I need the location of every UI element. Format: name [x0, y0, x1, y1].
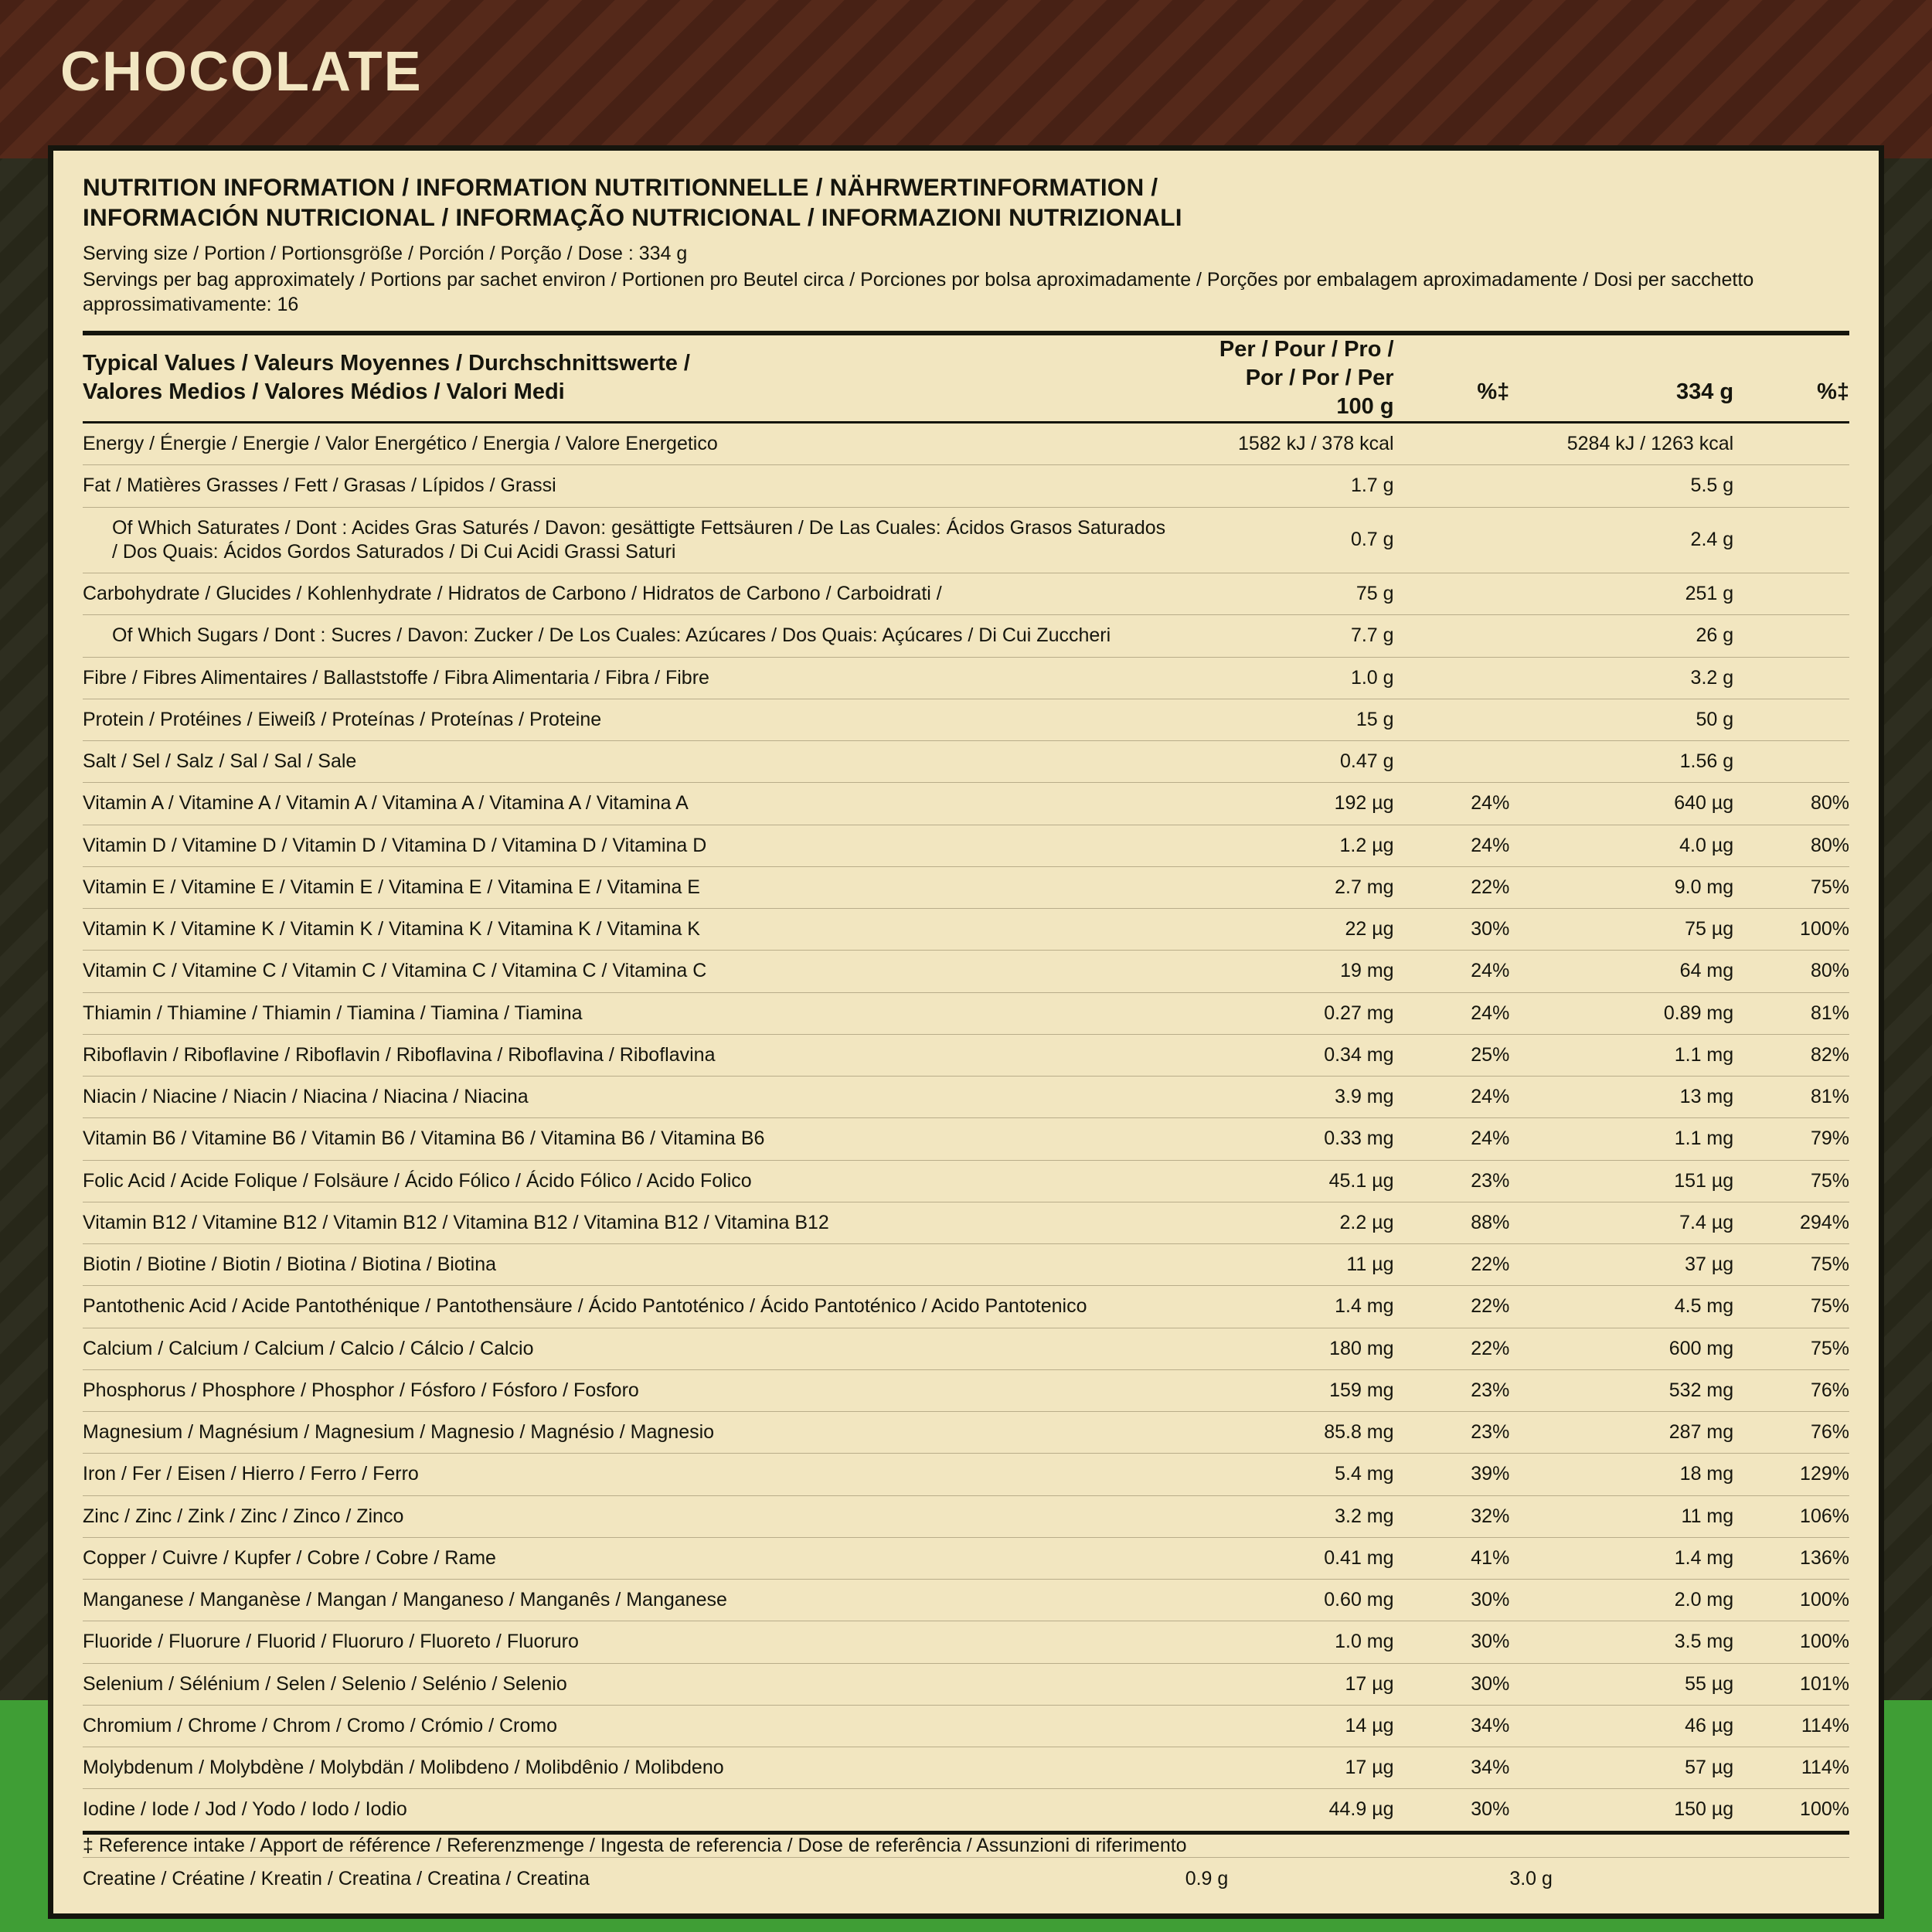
nutrient-value-100g: 45.1 µg [1185, 1160, 1394, 1202]
table-row [83, 909, 1849, 951]
nutrient-value-334g: 55 µg [1509, 1663, 1733, 1705]
reference-intake-footnote: ‡ Reference intake / Apport de référence / Referenzmenge / Ingesta de referencia / Dose de referência / Assunzioni di riferimento [83, 1832, 1849, 1857]
nutrient-pct-100g [1394, 615, 1510, 657]
nutrient-pct-100g: 34% [1394, 1705, 1510, 1747]
nutrient-value-334g: 3.2 g [1509, 657, 1733, 699]
nutrient-pct-334g [1733, 615, 1849, 657]
nutrient-name: Vitamin E / Vitamine E / Vitamin E / Vitamina E / Vitamina E / Vitamina E [83, 866, 1185, 908]
nutrient-pct-100g [1394, 699, 1510, 740]
nutrient-value-334g: 0.89 mg [1509, 992, 1733, 1034]
table-row [83, 1705, 1849, 1747]
header-typical-values-line-1: Typical Values / Valeurs Moyennes / Durchschnittswerte / [83, 351, 690, 376]
nutrient-pct-100g [1394, 741, 1510, 783]
nutrient-value-334g: 1.4 mg [1509, 1537, 1733, 1579]
nutrient-name: Vitamin B6 / Vitamine B6 / Vitamin B6 / Vitamina B6 / Vitamina B6 / Vitamina B6 [83, 1118, 1185, 1160]
nutrient-name: Selenium / Sélénium / Selen / Selenio / Selénio / Selenio [83, 1663, 1185, 1705]
nutrient-name: Carbohydrate / Glucides / Kohlenhydrate / Hidratos de Carbono / Hidratos de Carbono / Carboidrati / [83, 573, 1185, 615]
nutrient-value-100g: 44.9 µg [1185, 1789, 1394, 1832]
nutrient-name: Vitamin C / Vitamine C / Vitamin C / Vitamina C / Vitamina C / Vitamina C [83, 951, 1185, 992]
nutrient-name: Chromium / Chrome / Chrom / Cromo / Crómio / Cromo [83, 1705, 1185, 1747]
table-row [83, 951, 1849, 992]
table-row [83, 507, 1849, 573]
nutrient-value-100g: 1.0 mg [1185, 1621, 1394, 1663]
nutrient-name: Vitamin B12 / Vitamine B12 / Vitamin B12 / Vitamina B12 / Vitamina B12 / Vitamina B12 [83, 1202, 1185, 1243]
nutrient-pct-334g: 76% [1733, 1412, 1849, 1454]
nutrient-value-100g: 19 mg [1185, 951, 1394, 992]
nutrient-value-334g: 13 mg [1509, 1077, 1733, 1118]
nutrient-name: Iron / Fer / Eisen / Hierro / Ferro / Ferro [83, 1454, 1185, 1495]
nutrient-pct-334g: 114% [1733, 1705, 1849, 1747]
nutrient-pct-100g [1394, 573, 1510, 615]
nutrient-pct-100g: 30% [1394, 1621, 1510, 1663]
nutrient-pct-100g: 30% [1394, 1789, 1510, 1832]
nutrient-value-334g: 57 µg [1509, 1747, 1733, 1789]
nutrient-value-100g: 17 µg [1185, 1663, 1394, 1705]
nutrient-value-334g: 251 g [1509, 573, 1733, 615]
nutrient-pct-100g: 22% [1394, 1244, 1510, 1286]
nutrient-pct-100g [1394, 657, 1510, 699]
header-pct-334g-line-2: %‡ [1817, 379, 1849, 405]
nutrient-value-100g: 3.9 mg [1185, 1077, 1394, 1118]
header-pct-100g [1394, 333, 1510, 423]
table-row [83, 699, 1849, 740]
nutrient-name: Zinc / Zinc / Zink / Zinc / Zinco / Zinco [83, 1495, 1185, 1537]
nutrient-pct-334g: 81% [1733, 992, 1849, 1034]
nutrient-name: Magnesium / Magnésium / Magnesium / Magnesio / Magnésio / Magnesio [83, 1412, 1185, 1454]
header-per-334g-line-2: 334 g [1675, 379, 1734, 405]
table-row [83, 1244, 1849, 1286]
nutrition-panel [48, 145, 1884, 1919]
nutrient-name: Energy / Énergie / Energie / Valor Energético / Energia / Valore Energetico [83, 423, 1185, 465]
nutrient-value-334g: 150 µg [1509, 1789, 1733, 1832]
table-row [83, 783, 1849, 825]
table-row [83, 1202, 1849, 1243]
creatine-pct-100g [1394, 1857, 1510, 1893]
nutrient-value-100g: 5.4 mg [1185, 1454, 1394, 1495]
nutrient-pct-334g [1733, 573, 1849, 615]
table-body [83, 423, 1849, 1893]
nutrient-value-100g: 0.7 g [1185, 507, 1394, 573]
nutrient-value-100g: 3.2 mg [1185, 1495, 1394, 1537]
nutrient-value-334g: 640 µg [1509, 783, 1733, 825]
nutrient-value-334g: 18 mg [1509, 1454, 1733, 1495]
header-per-100g-line-1: Per / Pour / Pro / Por / Por / Per [1219, 336, 1394, 390]
servings-per-bag-text: Servings per bag approximately / Portions par sachet environ / Portionen pro Beutel circa / Porciones por bolsa aproximadamente / Porções por embalagem aproximadamente / Dosi per sacchetto approssimativamente: 16 [83, 268, 1754, 315]
nutrient-pct-334g: 114% [1733, 1747, 1849, 1789]
nutrient-value-334g: 46 µg [1509, 1705, 1733, 1747]
nutrient-pct-334g: 294% [1733, 1202, 1849, 1243]
nutrient-name: Calcium / Calcium / Calcium / Calcio / Cálcio / Calcio [83, 1328, 1185, 1369]
table-row [83, 1454, 1849, 1495]
flavour-title: CHOCOLATE [60, 41, 423, 103]
table-row [83, 1663, 1849, 1705]
nutrient-pct-100g: 23% [1394, 1160, 1510, 1202]
nutrient-value-100g: 7.7 g [1185, 615, 1394, 657]
creatine-pct-334g [1733, 1857, 1849, 1893]
nutrient-pct-334g: 100% [1733, 1580, 1849, 1621]
table-row [83, 1412, 1849, 1454]
table-row [83, 825, 1849, 866]
nutrient-value-100g: 0.41 mg [1185, 1537, 1394, 1579]
header-per-334g [1509, 333, 1733, 423]
nutrient-value-334g: 64 mg [1509, 951, 1733, 992]
nutrient-pct-100g: 25% [1394, 1034, 1510, 1076]
nutrient-value-100g: 14 µg [1185, 1705, 1394, 1747]
table-row [83, 1495, 1849, 1537]
nutrient-value-334g: 5284 kJ / 1263 kcal [1509, 423, 1733, 465]
nutrient-pct-100g [1394, 465, 1510, 507]
nutrient-name: Vitamin K / Vitamine K / Vitamin K / Vitamina K / Vitamina K / Vitamina K [83, 909, 1185, 951]
nutrient-pct-334g [1733, 741, 1849, 783]
nutrient-name: Pantothenic Acid / Acide Pantothénique / Pantothensäure / Ácido Pantoténico / Ácido Pantoténico / Acido Pantotenico [83, 1286, 1185, 1328]
nutrient-pct-100g: 30% [1394, 1663, 1510, 1705]
nutrient-value-334g: 26 g [1509, 615, 1733, 657]
nutrient-value-100g: 180 mg [1185, 1328, 1394, 1369]
creatine-value-334g: 3.0 g [1509, 1867, 1553, 1889]
nutrient-name: Protein / Protéines / Eiweiß / Proteínas / Proteínas / Proteine [83, 699, 1185, 740]
creatine-name: Creatine / Créatine / Kreatin / Creatina / Creatina / Creatina [83, 1867, 590, 1889]
nutrient-pct-334g: 80% [1733, 951, 1849, 992]
nutrient-pct-334g [1733, 423, 1849, 465]
nutrient-value-100g: 2.7 mg [1185, 866, 1394, 908]
nutrient-pct-334g: 100% [1733, 1621, 1849, 1663]
creatine-value-100g: 0.9 g [1185, 1867, 1229, 1889]
nutrient-value-100g: 1.2 µg [1185, 825, 1394, 866]
nutrient-pct-100g: 24% [1394, 783, 1510, 825]
nutrient-name: Fluoride / Fluorure / Fluorid / Fluoruro / Fluoreto / Fluoruro [83, 1621, 1185, 1663]
panel-heading [83, 172, 1849, 233]
nutrient-value-334g: 50 g [1509, 699, 1733, 740]
nutrient-pct-334g: 75% [1733, 1244, 1849, 1286]
table-header-row [83, 333, 1849, 423]
nutrient-value-100g: 192 µg [1185, 783, 1394, 825]
nutrient-pct-334g: 76% [1733, 1369, 1849, 1411]
nutrient-name: Salt / Sel / Salz / Sal / Sal / Sale [83, 741, 1185, 783]
header-typical-values-line-2: Valores Medios / Valores Médios / Valori Medi [83, 379, 565, 405]
nutrient-value-100g: 1.4 mg [1185, 1286, 1394, 1328]
nutrient-pct-100g: 24% [1394, 1077, 1510, 1118]
nutrient-name: Niacin / Niacine / Niacin / Niacina / Niacina / Niacina [83, 1077, 1185, 1118]
nutrient-value-100g: 75 g [1185, 573, 1394, 615]
nutrient-pct-334g [1733, 465, 1849, 507]
header-per-100g [1185, 333, 1394, 423]
nutrient-pct-100g: 23% [1394, 1369, 1510, 1411]
table-row [83, 1789, 1849, 1832]
nutrient-value-100g: 0.34 mg [1185, 1034, 1394, 1076]
nutrient-pct-100g: 41% [1394, 1537, 1510, 1579]
nutrient-value-334g: 2.4 g [1509, 507, 1733, 573]
table-row [83, 992, 1849, 1034]
nutrient-value-334g: 1.1 mg [1509, 1118, 1733, 1160]
nutrient-pct-100g: 24% [1394, 1118, 1510, 1160]
nutrient-pct-100g: 30% [1394, 1580, 1510, 1621]
nutrient-value-100g: 11 µg [1185, 1244, 1394, 1286]
nutrient-pct-334g [1733, 699, 1849, 740]
nutrient-value-100g: 0.47 g [1185, 741, 1394, 783]
table-row [83, 465, 1849, 507]
nutrient-value-334g: 7.4 µg [1509, 1202, 1733, 1243]
nutrient-name: Manganese / Manganèse / Mangan / Manganeso / Manganês / Manganese [83, 1580, 1185, 1621]
nutrient-pct-334g [1733, 657, 1849, 699]
table-row [83, 1077, 1849, 1118]
table-row [83, 423, 1849, 465]
header-typical-values [83, 333, 1185, 423]
nutrient-value-334g: 151 µg [1509, 1160, 1733, 1202]
nutrient-value-334g: 4.0 µg [1509, 825, 1733, 866]
nutrient-pct-334g: 100% [1733, 909, 1849, 951]
nutrient-value-334g: 11 mg [1509, 1495, 1733, 1537]
nutrient-value-100g: 0.33 mg [1185, 1118, 1394, 1160]
nutrient-name: Folic Acid / Acide Folique / Folsäure / Ácido Fólico / Ácido Fólico / Acido Folico [83, 1160, 1185, 1202]
nutrient-pct-334g: 75% [1733, 1328, 1849, 1369]
nutrient-pct-334g: 136% [1733, 1537, 1849, 1579]
creatine-row [83, 1857, 1849, 1893]
header-per-100g-line-2: 100 g [1336, 393, 1394, 419]
nutrient-value-334g: 4.5 mg [1509, 1286, 1733, 1328]
nutrient-pct-334g: 75% [1733, 1286, 1849, 1328]
nutrient-value-334g: 37 µg [1509, 1244, 1733, 1286]
nutrient-value-100g: 2.2 µg [1185, 1202, 1394, 1243]
nutrient-value-100g: 85.8 mg [1185, 1412, 1394, 1454]
nutrient-value-100g: 159 mg [1185, 1369, 1394, 1411]
nutrient-pct-334g: 81% [1733, 1077, 1849, 1118]
nutrient-pct-334g: 101% [1733, 1663, 1849, 1705]
nutrient-pct-100g: 22% [1394, 866, 1510, 908]
nutrient-pct-334g [1733, 507, 1849, 573]
nutrient-name: Iodine / Iode / Jod / Yodo / Iodo / Iodio [83, 1789, 1185, 1832]
table-row [83, 1580, 1849, 1621]
nutrient-value-100g: 0.60 mg [1185, 1580, 1394, 1621]
nutrient-pct-334g: 75% [1733, 1160, 1849, 1202]
nutrient-pct-100g: 23% [1394, 1412, 1510, 1454]
nutrient-value-100g: 1.7 g [1185, 465, 1394, 507]
nutrient-value-100g: 1.0 g [1185, 657, 1394, 699]
table-row [83, 1286, 1849, 1328]
nutrient-pct-100g: 32% [1394, 1495, 1510, 1537]
nutrient-pct-334g: 82% [1733, 1034, 1849, 1076]
table-row [83, 657, 1849, 699]
nutrient-value-100g: 1582 kJ / 378 kcal [1185, 423, 1394, 465]
nutrient-value-100g: 22 µg [1185, 909, 1394, 951]
table-row [83, 1160, 1849, 1202]
nutrient-value-334g: 5.5 g [1509, 465, 1733, 507]
nutrient-value-334g: 9.0 mg [1509, 866, 1733, 908]
nutrient-pct-100g [1394, 423, 1510, 465]
nutrient-name: Thiamin / Thiamine / Thiamin / Tiamina / Tiamina / Tiamina [83, 992, 1185, 1034]
nutrient-name: Fibre / Fibres Alimentaires / Ballaststoffe / Fibra Alimentaria / Fibra / Fibre [83, 657, 1185, 699]
nutrient-pct-100g: 39% [1394, 1454, 1510, 1495]
header-pct-334g [1733, 333, 1849, 423]
nutrient-pct-100g: 24% [1394, 992, 1510, 1034]
nutrient-value-334g: 2.0 mg [1509, 1580, 1733, 1621]
reference-intake-footnote-row [83, 1832, 1849, 1857]
nutrient-value-334g: 532 mg [1509, 1369, 1733, 1411]
nutrient-name: Fat / Matières Grasses / Fett / Grasas / Lípidos / Grassi [83, 465, 1185, 507]
nutrient-pct-100g [1394, 507, 1510, 573]
nutrient-pct-100g: 34% [1394, 1747, 1510, 1789]
nutrient-pct-334g: 80% [1733, 825, 1849, 866]
nutrient-pct-100g: 22% [1394, 1328, 1510, 1369]
nutrient-pct-334g: 79% [1733, 1118, 1849, 1160]
table-row [83, 1537, 1849, 1579]
nutrient-pct-100g: 30% [1394, 909, 1510, 951]
table-row [83, 1034, 1849, 1076]
nutrient-value-100g: 15 g [1185, 699, 1394, 740]
header-pct-100g-line-2: %‡ [1477, 379, 1510, 405]
nutrient-pct-334g: 100% [1733, 1789, 1849, 1832]
table-row [83, 1621, 1849, 1663]
nutrient-pct-100g: 22% [1394, 1286, 1510, 1328]
nutrient-value-334g: 1.1 mg [1509, 1034, 1733, 1076]
nutrient-pct-334g: 129% [1733, 1454, 1849, 1495]
panel-heading-line-1: NUTRITION INFORMATION / INFORMATION NUTRITIONNELLE / NÄHRWERTINFORMATION / [83, 173, 1158, 201]
nutrient-pct-100g: 24% [1394, 825, 1510, 866]
nutrient-name: Riboflavin / Riboflavine / Riboflavin / Riboflavina / Riboflavina / Riboflavina [83, 1034, 1185, 1076]
nutrient-value-100g: 0.27 mg [1185, 992, 1394, 1034]
nutrient-pct-334g: 75% [1733, 866, 1849, 908]
panel-heading-line-2: INFORMACIÓN NUTRICIONAL / INFORMAÇÃO NUTRICIONAL / INFORMAZIONI NUTRIZIONALI [83, 203, 1182, 232]
nutrient-pct-334g: 80% [1733, 783, 1849, 825]
table-row [83, 1747, 1849, 1789]
nutrient-value-334g: 75 µg [1509, 909, 1733, 951]
nutrient-value-334g: 287 mg [1509, 1412, 1733, 1454]
nutrition-table [83, 331, 1849, 1893]
nutrient-name: Molybdenum / Molybdène / Molybdän / Molibdeno / Molibdênio / Molibdeno [83, 1747, 1185, 1789]
nutrient-name: Of Which Sugars / Dont : Sucres / Davon: Zucker / De Los Cuales: Azúcares / Dos Quais: Açúcares / Di Cui Zuccheri [83, 615, 1185, 657]
nutrient-name: Vitamin A / Vitamine A / Vitamin A / Vitamina A / Vitamina A / Vitamina A [83, 783, 1185, 825]
nutrient-value-334g: 3.5 mg [1509, 1621, 1733, 1663]
nutrient-name: Copper / Cuivre / Kupfer / Cobre / Cobre / Rame [83, 1537, 1185, 1579]
nutrient-name: Phosphorus / Phosphore / Phosphor / Fósforo / Fósforo / Fosforo [83, 1369, 1185, 1411]
nutrient-value-334g: 1.56 g [1509, 741, 1733, 783]
nutrient-name: Vitamin D / Vitamine D / Vitamin D / Vitamina D / Vitamina D / Vitamina D [83, 825, 1185, 866]
nutrient-name: Biotin / Biotine / Biotin / Biotina / Biotina / Biotina [83, 1244, 1185, 1286]
table-row [83, 615, 1849, 657]
nutrient-value-334g: 600 mg [1509, 1328, 1733, 1369]
nutrient-value-100g: 17 µg [1185, 1747, 1394, 1789]
serving-size-text: Serving size / Portion / Portionsgröße / Porción / Porção / Dose : 334 g [83, 242, 688, 264]
table-row [83, 741, 1849, 783]
nutrient-pct-100g: 24% [1394, 951, 1510, 992]
table-row [83, 573, 1849, 615]
table-row [83, 866, 1849, 908]
nutrient-pct-334g: 106% [1733, 1495, 1849, 1537]
table-row [83, 1118, 1849, 1160]
table-row [83, 1328, 1849, 1369]
nutrient-pct-100g: 88% [1394, 1202, 1510, 1243]
table-row [83, 1369, 1849, 1411]
nutrient-name: Of Which Saturates / Dont : Acides Gras Saturés / Davon: gesättigte Fettsäuren / De Las Cuales: Ácidos Grasos Saturados / Dos Quais: Ácidos Gordos Saturados / Di Cui Acidi Grassi Saturi [83, 507, 1185, 573]
